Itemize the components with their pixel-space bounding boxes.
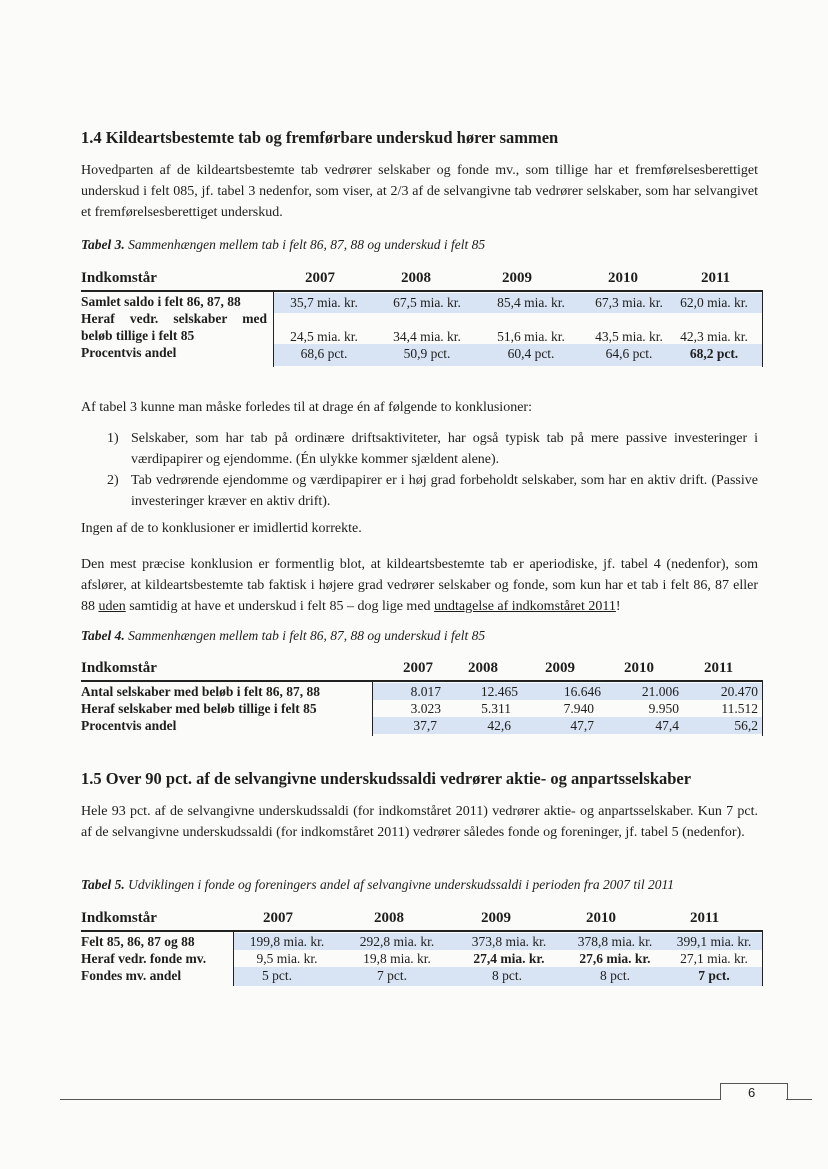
footer-rule [60, 1099, 720, 1100]
table4-caption-label: Tabel 4. [81, 628, 125, 643]
table4-cell: 42,6 [487, 718, 511, 733]
table3-cell: 24,5 mia. kr. [290, 329, 358, 344]
footer-rule-right [786, 1099, 812, 1100]
table5-year: 2008 [374, 910, 404, 926]
list-item-number: 1) [107, 431, 119, 446]
table5-cell: 199,8 mia. kr. [249, 934, 325, 949]
table4-cell: 37,7 [413, 718, 437, 733]
table3-cell: 67,3 mia. kr. [595, 295, 663, 310]
table5-row-label: Heraf vedr. fonde mv. [81, 951, 207, 966]
table3-cell: 85,4 mia. kr. [497, 295, 565, 310]
table4-cell: 21.006 [641, 684, 679, 699]
paragraph-none-correct: Ingen af de to konklusioner er imidlertid korrekte. [81, 521, 362, 536]
table5-cell: 27,6 mia. kr. [579, 951, 651, 966]
table3-cell: 67,5 mia. kr. [393, 295, 461, 310]
table4-year: 2008 [468, 660, 498, 676]
paragraph-intro: Hovedparten af de kildeartsbestemte tab vedrører selskaber og fonde mv., som tillige har et fremførelsesberettiget underskud i felt 085, jf. tabel 3 nedenfor, som viser, at 2/3 af de selvangivne tab vedrører selskaber, som har selvangivet et fremførelsesberettiget underskud. [81, 163, 758, 220]
table4-year: 2010 [624, 660, 654, 676]
table5-year: 2011 [690, 910, 720, 926]
table4-year: 2011 [704, 660, 734, 676]
table4-cell: 8.017 [410, 684, 441, 699]
underlined-uden: uden [98, 599, 126, 614]
table5-cell: 27,4 mia. kr. [473, 951, 545, 966]
table4-header-rule [81, 680, 763, 682]
table3-row-label: beløb tillige i felt 85 [81, 328, 195, 343]
table3-row-label: Samlet saldo i felt 86, 87, 88 [81, 294, 241, 309]
table3-header-rule [81, 290, 763, 292]
table3-year: 2008 [401, 270, 431, 286]
table4-cell: 11.512 [721, 701, 758, 716]
page-number: 6 [748, 1085, 756, 1100]
table5-cell: 399,1 mia. kr. [676, 934, 752, 949]
table4-cell: 7.940 [563, 701, 594, 716]
table5-cell: 5 pct. [262, 968, 292, 983]
table3-year: 2011 [701, 270, 731, 286]
table4-cell: 16.646 [563, 684, 601, 699]
table3-cell: 50,9 pct. [403, 346, 451, 361]
table5-cell: 378,8 mia. kr. [577, 934, 653, 949]
list-item-text: Selskaber, som har tab på ordinære driftsaktiviteter, har også typisk tab på mere passive investeringer i værdipapirer og ejendomme. (Én ulykke kommer sjældent alene). [131, 431, 758, 467]
table4-row-label: Antal selskaber med beløb i felt 86, 87, 88 [81, 684, 320, 699]
table3-year: 2009 [502, 270, 532, 286]
table5-header-label: Indkomstår [81, 910, 157, 926]
table3-caption-label: Tabel 3. [81, 237, 125, 252]
table3-cell: 68,2 pct. [689, 346, 739, 361]
table4-cell: 12.465 [480, 684, 518, 699]
table4 [81, 660, 763, 740]
table4-cell: 9.950 [648, 701, 679, 716]
table3-caption [81, 237, 485, 253]
table4-row-label: Heraf selskaber med beløb tillige i felt 85 [81, 701, 317, 716]
table3-row-label: Procentvis andel [81, 345, 177, 360]
table4-cell: 56,2 [734, 718, 758, 733]
table5-cell: 7 pct. [377, 968, 407, 983]
table4-cell: 5.311 [481, 701, 511, 716]
underlined-exception: undtagelse af indkomståret 2011 [434, 599, 616, 614]
table4-cell: 47,7 [570, 718, 594, 733]
table4-cell: 47,4 [655, 718, 679, 733]
table5-row-label: Fondes mv. andel [81, 968, 182, 983]
table3-cell: 43,5 mia. kr. [595, 329, 663, 344]
table4-year: 2009 [545, 660, 575, 676]
table3-cell: 42,3 mia. kr. [680, 329, 748, 344]
table4-cell: 20.470 [720, 684, 758, 699]
table4-left-border [372, 682, 373, 736]
table4-header-row [81, 660, 763, 680]
table4-cell: 3.023 [410, 701, 441, 716]
table5-caption-label: Tabel 5. [81, 877, 125, 892]
table5-cell: 9,5 mia. kr. [256, 951, 318, 966]
paragraph-precise-conclusion: Den mest præcise konklusion er formentlig blot, at kildeartsbestemte tab er aperiodiske, jf. tabel 4 (nedenfor), som afslører, at kildeartsbestemte tab faktisk i højere grad vedrører selskaber og fonde, som kun har et tab i felt 86, 87 eller 88 uden samtidig at have et underskud i felt 85 – dog lige med undtagelse af indkomståret 2011! [81, 557, 758, 614]
table5-cell: 27,1 mia. kr. [680, 951, 748, 966]
conclusions-list [81, 428, 758, 512]
table3-cell: 68,6 pct. [300, 346, 348, 361]
table3-cell: 64,6 pct. [605, 346, 653, 361]
table5-cell: 19,8 mia. kr. [363, 951, 431, 966]
table4-row-label: Procentvis andel [81, 718, 177, 733]
table5-left-border [233, 932, 234, 986]
list-item [81, 470, 758, 512]
table3-cell: 51,6 mia. kr. [497, 329, 565, 344]
table5-caption [81, 877, 674, 893]
list-item-number: 2) [107, 473, 119, 488]
table3-cell: 34,4 mia. kr. [393, 329, 461, 344]
table5-cell: 8 pct. [492, 968, 522, 983]
table5-cell: 292,8 mia. kr. [359, 934, 435, 949]
table5 [81, 910, 763, 990]
table4-caption-text: Sammenhængen mellem tab i felt 86, 87, 88 og underskud i felt 85 [128, 628, 486, 643]
table3-cell: 60,4 pct. [507, 346, 555, 361]
table5-header-row [81, 910, 763, 930]
list-item-text: Tab vedrørende ejendomme og værdipapirer er i høj grad forbeholdt selskaber, som har en aktiv drift. (Passive investeringer kræver en aktiv drift). [131, 473, 758, 509]
paragraph-conclusions-intro: Af tabel 3 kunne man måske forledes til at drage én af følgende to konklusioner: [81, 400, 532, 415]
table4-right-border [762, 682, 763, 736]
table5-year: 2009 [481, 910, 511, 926]
paragraph-share: Hele 93 pct. af de selvangivne underskudssaldi (for indkomståret 2011) vedrører aktie- og anpartsselskaber. Kun 7 pct. af de selvangivne underskudssaldi (for indkomståret 2011) vedrører således fonde og foreninger, jf. tabel 5 (nedenfor). [81, 804, 758, 840]
table3-caption-text: Sammenhængen mellem tab i felt 86, 87, 88 og underskud i felt 85 [128, 237, 486, 252]
table4-header-label: Indkomstår [81, 660, 157, 676]
table4-caption [81, 628, 485, 644]
table3-cell: 62,0 mia. kr. [680, 295, 748, 310]
table3-left-border [273, 292, 274, 367]
table5-header-rule [81, 930, 763, 932]
table5-year: 2007 [263, 910, 293, 926]
section-heading-1-4: 1.4 Kildeartsbestemte tab og fremførbare underskud hører sammen [81, 128, 559, 147]
table4-year: 2007 [403, 660, 433, 676]
table5-cell: 373,8 mia. kr. [471, 934, 547, 949]
table3-cell: 35,7 mia. kr. [290, 295, 358, 310]
list-item [81, 428, 758, 470]
table3-header-row [81, 270, 763, 290]
table3 [81, 270, 763, 376]
table5-year: 2010 [586, 910, 616, 926]
table5-cell: 7 pct. [698, 968, 730, 983]
table3-year: 2010 [608, 270, 638, 286]
table5-caption-text: Udviklingen i fonde og foreningers andel af selvangivne underskudssaldi i perioden fra 2007 til 2011 [128, 877, 675, 892]
table5-cell: 8 pct. [600, 968, 630, 983]
table3-row-label: Heraf vedr. selskaber med [81, 311, 267, 326]
section-heading-1-5: 1.5 Over 90 pct. af de selvangivne underskudssaldi vedrører aktie- og anpartsselskaber [81, 769, 692, 788]
table3-header-label: Indkomstår [81, 270, 157, 286]
table5-row-label: Felt 85, 86, 87 og 88 [81, 934, 195, 949]
table3-year: 2007 [305, 270, 335, 286]
